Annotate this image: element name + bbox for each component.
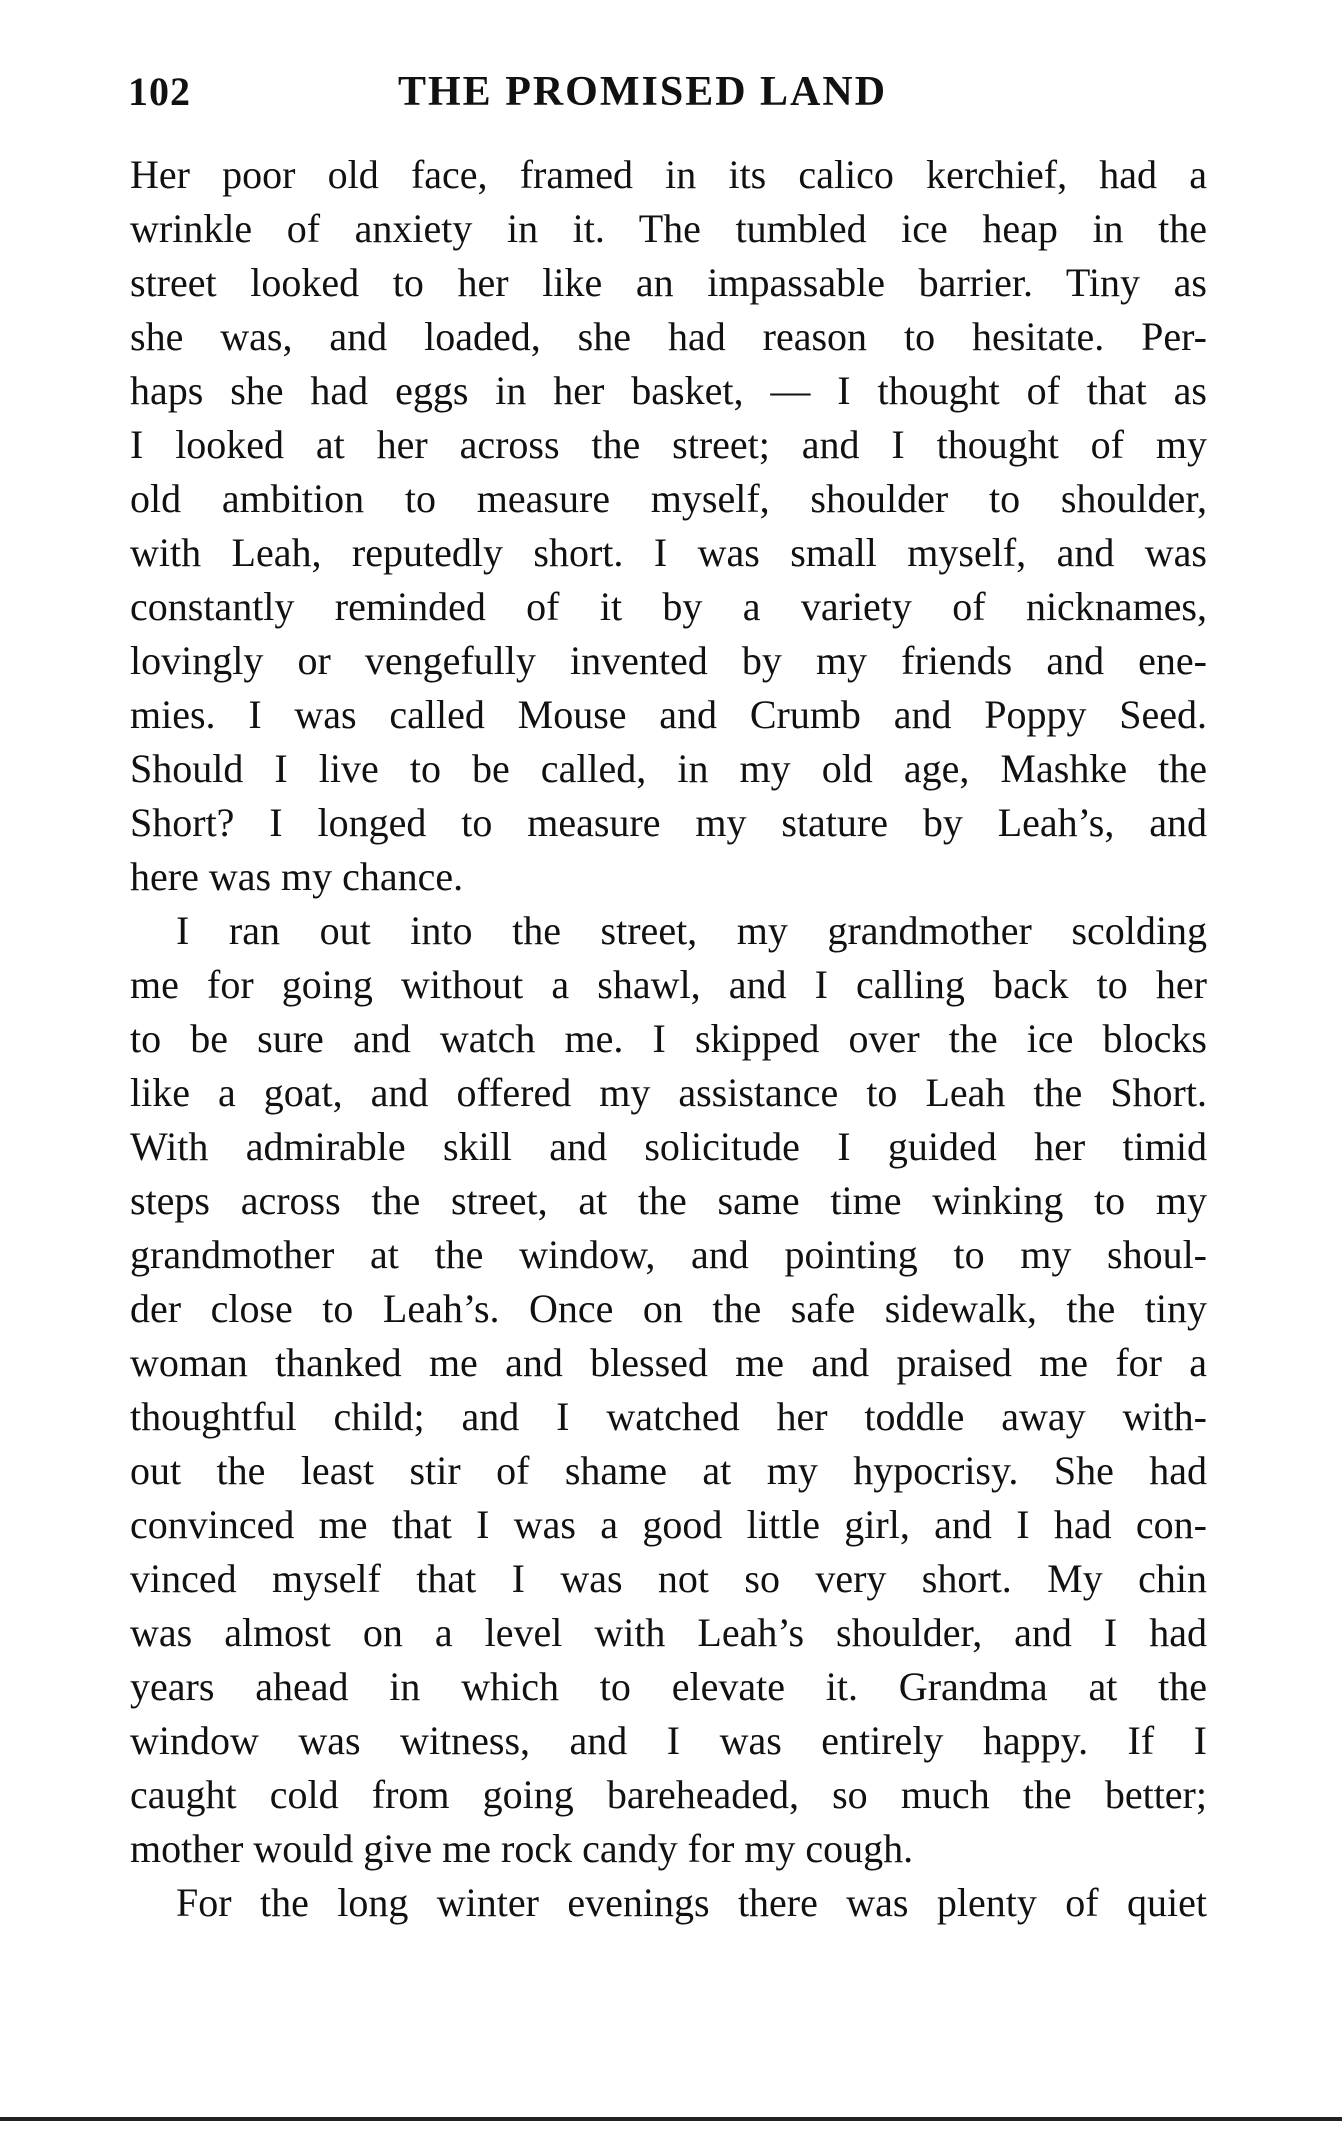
text-line: vinced myself that I was not so very short. My chin <box>130 1556 1207 1601</box>
bottom-rule <box>0 2117 1342 2121</box>
page-number: 102 <box>128 69 191 114</box>
text-line: with Leah, reputedly short. I was small myself, and was <box>130 530 1207 575</box>
text-line: was almost on a level with Leah’s shoulder, and I had <box>130 1610 1207 1655</box>
text-line: grandmother at the window, and pointing to my shoul- <box>130 1232 1207 1277</box>
text-line: With admirable skill and solicitude I guided her timid <box>130 1124 1207 1169</box>
running-title: THE PROMISED LAND <box>398 69 888 115</box>
text-line: steps across the street, at the same time winking to my <box>130 1178 1207 1223</box>
paragraph-first-line: I ran out into the street, my grandmother scolding <box>176 908 1207 953</box>
paragraph-end-line: mother would give me rock candy for my cough. <box>130 1826 914 1871</box>
text-line: mies. I was called Mouse and Crumb and Poppy Seed. <box>130 692 1207 737</box>
text-line: Short? I longed to measure my stature by Leah’s, and <box>130 800 1207 845</box>
text-line: she was, and loaded, she had reason to hesitate. Per- <box>130 314 1207 359</box>
text-line: I looked at her across the street; and I thought of my <box>130 422 1207 467</box>
text-line: old ambition to measure myself, shoulder to shoulder, <box>130 476 1207 521</box>
text-line: thoughtful child; and I watched her toddle away with- <box>130 1394 1207 1439</box>
text-line: caught cold from going bareheaded, so much the better; <box>130 1772 1207 1817</box>
text-line: woman thanked me and blessed me and praised me for a <box>130 1340 1207 1385</box>
text-line: me for going without a shawl, and I calling back to her <box>130 962 1207 1007</box>
text-line: constantly reminded of it by a variety of nicknames, <box>130 584 1207 629</box>
text-line: like a goat, and offered my assistance to Leah the Short. <box>130 1070 1207 1115</box>
text-line: wrinkle of anxiety in it. The tumbled ice heap in the <box>130 206 1207 251</box>
text-line: Her poor old face, framed in its calico kerchief, had a <box>130 152 1207 197</box>
paragraph-end-line: here was my chance. <box>130 854 464 899</box>
text-line: years ahead in which to elevate it. Grandma at the <box>130 1664 1207 1709</box>
text-line: lovingly or vengefully invented by my friends and ene- <box>130 638 1207 683</box>
text-line: window was witness, and I was entirely happy. If I <box>130 1718 1207 1763</box>
text-line: out the least stir of shame at my hypocrisy. She had <box>130 1448 1207 1493</box>
text-line: to be sure and watch me. I skipped over the ice blocks <box>130 1016 1207 1061</box>
text-line: haps she had eggs in her basket, — I thought of that as <box>130 368 1207 413</box>
page-header <box>128 62 1208 122</box>
body-text <box>130 148 1207 1930</box>
text-line: street looked to her like an impassable barrier. Tiny as <box>130 260 1207 305</box>
text-line: der close to Leah’s. Once on the safe sidewalk, the tiny <box>130 1286 1207 1331</box>
text-line: convinced me that I was a good little girl, and I had con- <box>130 1502 1207 1547</box>
text-line: Should I live to be called, in my old age, Mashke the <box>130 746 1207 791</box>
paragraph-first-line: For the long winter evenings there was plenty of quiet <box>176 1880 1207 1925</box>
